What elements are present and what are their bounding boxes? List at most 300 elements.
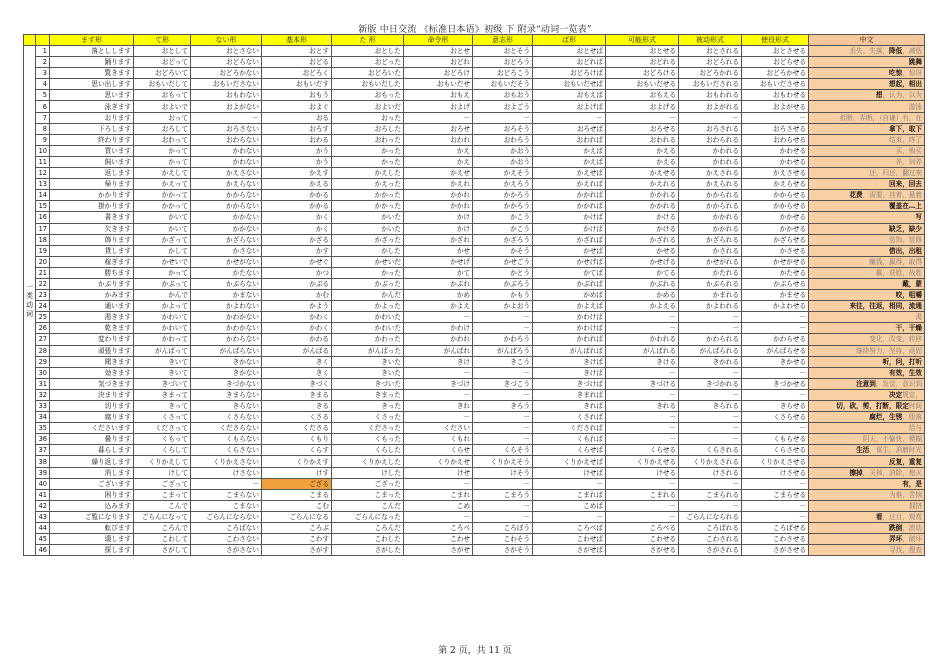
form-cell: おとせ xyxy=(404,46,473,57)
table-row xyxy=(24,401,925,412)
table-row xyxy=(24,134,925,145)
table-row xyxy=(24,245,925,256)
form-cell: 飼います xyxy=(50,156,134,167)
form-cell: かざらない xyxy=(191,234,262,245)
form-cell: 飾ります xyxy=(50,234,134,245)
verb-group-name: 一类 xyxy=(26,282,33,300)
row-number: 28 xyxy=(36,345,50,356)
form-cell: ころべ xyxy=(404,523,473,534)
form-cell: きけば xyxy=(533,356,606,367)
form-cell: かえせる xyxy=(606,168,679,179)
form-cell: かかない xyxy=(191,212,262,223)
form-cell: およがれる xyxy=(679,101,742,112)
form-cell: かかれ xyxy=(404,190,473,201)
row-number: 44 xyxy=(36,523,50,534)
form-cell: おって xyxy=(134,112,191,123)
chinese-meaning-suffix: 赚钱，赢得，取得 xyxy=(869,257,922,266)
form-cell: けせば xyxy=(533,467,606,478)
form-cell: かわいた xyxy=(332,323,404,334)
row-number: 42 xyxy=(36,500,50,511)
form-cell: おどろけ xyxy=(404,68,473,79)
chinese-meaning-suffix: 寻找，搜查 xyxy=(889,546,922,555)
form-cell: おろす xyxy=(262,123,332,134)
form-cell: おもえ xyxy=(404,90,473,101)
chinese-meaning-emphasis: 跌倒 xyxy=(889,524,903,533)
form-cell: くさらせる xyxy=(742,412,809,423)
form-cell: さがさない xyxy=(191,545,262,556)
form-cell: さがした xyxy=(332,545,404,556)
form-cell: かざろう xyxy=(473,234,533,245)
form-cell: － xyxy=(679,312,742,323)
form-cell: ころべる xyxy=(606,523,679,534)
verb-group-label xyxy=(24,46,36,556)
form-cell: がんばった xyxy=(332,345,404,356)
table-row xyxy=(24,190,925,201)
form-cell: かわれる xyxy=(679,156,742,167)
form-cell: およいで xyxy=(134,101,191,112)
form-cell: 転びます xyxy=(50,523,134,534)
form-cell: ころばれる xyxy=(679,523,742,534)
column-header: 使役形式 xyxy=(742,35,809,46)
chinese-meaning-suffix: 结束，终了 xyxy=(889,135,922,144)
form-cell: きづいた xyxy=(332,378,404,389)
form-cell: 落としします xyxy=(50,46,134,57)
form-cell: かえそう xyxy=(473,168,533,179)
row-number: 38 xyxy=(36,456,50,467)
form-cell: くりかえす xyxy=(262,456,332,467)
form-cell: おもいだせ xyxy=(404,79,473,90)
form-cell: － xyxy=(533,112,606,123)
form-cell: かさせる xyxy=(742,245,809,256)
form-cell: ころんだ xyxy=(332,523,404,534)
row-number: 10 xyxy=(36,145,50,156)
form-cell: こわされる xyxy=(679,534,742,545)
form-cell: かわらない xyxy=(191,334,262,345)
form-cell: かせがせる xyxy=(742,256,809,267)
form-cell: きる xyxy=(262,401,332,412)
table-row xyxy=(24,356,925,367)
chinese-meaning-suffix: 给与 xyxy=(908,424,922,433)
form-cell: くらそう xyxy=(473,445,533,456)
form-cell: くされば xyxy=(533,412,606,423)
form-cell: きって xyxy=(134,401,191,412)
form-cell: かえって xyxy=(134,179,191,190)
chinese-meaning-suffix: 还，归还，翻过来 xyxy=(869,169,922,178)
form-cell: かけ xyxy=(404,223,473,234)
form-cell: かえった xyxy=(332,179,404,190)
row-number: 41 xyxy=(36,489,50,500)
table-row xyxy=(24,145,925,156)
form-cell: おわらない xyxy=(191,134,262,145)
table-row xyxy=(24,478,925,489)
form-cell: かして xyxy=(134,245,191,256)
form-cell: かぶらせる xyxy=(742,278,809,289)
form-cell: おもいださせる xyxy=(742,79,809,90)
form-cell: － xyxy=(742,112,809,123)
chinese-meaning-cell xyxy=(809,68,925,79)
chinese-meaning-cell xyxy=(809,190,925,201)
chinese-meaning-prefix: 丢失、失落， xyxy=(849,47,890,56)
column-header: ます形 xyxy=(50,35,134,46)
table-row xyxy=(24,168,925,179)
form-cell: 壊します xyxy=(50,534,134,545)
form-cell: 繰り返します xyxy=(50,456,134,467)
form-cell: かみます xyxy=(50,290,134,301)
form-cell: くりかえさせる xyxy=(742,456,809,467)
row-number: 37 xyxy=(36,445,50,456)
chinese-meaning-emphasis: 吃惊 xyxy=(889,69,903,78)
chinese-meaning-cell xyxy=(809,46,925,57)
form-cell: こまる xyxy=(262,489,332,500)
form-cell: くさった xyxy=(332,412,404,423)
form-cell: かわって xyxy=(134,334,191,345)
form-cell: かよえる xyxy=(606,301,679,312)
form-cell: およげ xyxy=(404,101,473,112)
table-row xyxy=(24,123,925,134)
form-cell: 買います xyxy=(50,145,134,156)
table-row xyxy=(24,179,925,190)
form-cell: － xyxy=(742,478,809,489)
row-number: 15 xyxy=(36,201,50,212)
form-cell: かぶります xyxy=(50,278,134,289)
form-cell: かざって xyxy=(134,234,191,245)
form-cell: こめ xyxy=(404,500,473,511)
form-cell: おどろう xyxy=(473,57,533,68)
form-cell: きかせる xyxy=(742,356,809,367)
form-cell: － xyxy=(606,500,679,511)
form-cell: 込みます xyxy=(50,500,134,511)
form-cell: およぐ xyxy=(262,101,332,112)
form-cell: かよえ xyxy=(404,301,473,312)
chinese-meaning-cell xyxy=(809,345,925,356)
form-cell: かわれば xyxy=(533,334,606,345)
table-row xyxy=(24,57,925,68)
form-cell: かぶれ xyxy=(404,278,473,289)
form-cell: かかせる xyxy=(742,223,809,234)
form-cell: およいだ xyxy=(332,101,404,112)
form-cell: 勝ちます xyxy=(50,267,134,278)
form-cell: 終わります xyxy=(50,134,134,145)
form-cell: － xyxy=(742,500,809,511)
form-cell: かせげ xyxy=(404,256,473,267)
form-cell: かよえば xyxy=(533,301,606,312)
form-cell: くださった xyxy=(332,423,404,434)
form-cell: くらされる xyxy=(679,445,742,456)
row-number: 43 xyxy=(36,511,50,522)
form-cell: こまれば xyxy=(533,489,606,500)
form-cell: ごらんになられる xyxy=(679,511,742,522)
form-cell: おわろう xyxy=(473,134,533,145)
form-cell: 泳ぎます xyxy=(50,101,134,112)
form-cell: こまれる xyxy=(606,489,679,500)
form-cell: 思い出します xyxy=(50,79,134,90)
form-cell: くらせ xyxy=(404,445,473,456)
chinese-meaning-cell xyxy=(809,545,925,556)
form-cell: くださいます xyxy=(50,423,134,434)
row-number: 3 xyxy=(36,68,50,79)
form-cell: おろさせる xyxy=(742,123,809,134)
form-cell: きけ xyxy=(404,356,473,367)
form-cell: 帰ります xyxy=(50,179,134,190)
form-cell: － xyxy=(473,312,533,323)
form-cell: － xyxy=(742,423,809,434)
form-cell: おもって xyxy=(134,90,191,101)
form-cell: 探します xyxy=(50,545,134,556)
table-row xyxy=(24,467,925,478)
form-cell: くりかえした xyxy=(332,456,404,467)
form-cell: かよった xyxy=(332,301,404,312)
form-cell: かわかない xyxy=(191,323,262,334)
form-cell: － xyxy=(606,367,679,378)
form-cell: － xyxy=(473,511,533,522)
form-cell: かえられる xyxy=(679,179,742,190)
form-cell: かわかない xyxy=(191,312,262,323)
row-number: 1 xyxy=(36,46,50,57)
form-cell: 乾きます xyxy=(50,323,134,334)
form-cell: － xyxy=(473,423,533,434)
form-cell: くりかえせる xyxy=(606,456,679,467)
chinese-meaning-cell xyxy=(809,323,925,334)
form-cell: 渇きます xyxy=(50,312,134,323)
form-cell: おもいだした xyxy=(332,79,404,90)
form-cell: かかって xyxy=(134,190,191,201)
form-cell: おどろいて xyxy=(134,68,191,79)
form-cell: － xyxy=(473,434,533,445)
column-header: 命令形 xyxy=(404,35,473,46)
form-cell: － xyxy=(533,478,606,489)
chinese-meaning-cell xyxy=(809,434,925,445)
form-cell: けさせる xyxy=(742,467,809,478)
form-cell: － xyxy=(473,367,533,378)
form-cell: くだされば xyxy=(533,423,606,434)
form-cell: おどろく xyxy=(262,68,332,79)
form-cell: － xyxy=(404,389,473,400)
form-cell: きづかれる xyxy=(679,378,742,389)
form-cell: 頑張ります xyxy=(50,345,134,356)
form-cell: － xyxy=(191,478,262,489)
form-cell: かわけば xyxy=(533,312,606,323)
form-cell: かかろう xyxy=(473,190,533,201)
row-number: 30 xyxy=(36,367,50,378)
form-cell: おった xyxy=(332,112,404,123)
row-number: 17 xyxy=(36,223,50,234)
chinese-meaning-suffix: 拥挤 xyxy=(908,501,922,510)
form-cell: － xyxy=(679,423,742,434)
table-row xyxy=(24,423,925,434)
form-cell: かけば xyxy=(533,212,606,223)
form-cell: かぶれる xyxy=(606,278,679,289)
table-row xyxy=(24,278,925,289)
chinese-meaning-suffix: 变化，改变，转移 xyxy=(869,335,922,344)
form-cell: かえる xyxy=(606,156,679,167)
chinese-meaning-suffix: ，惊讶 xyxy=(902,69,922,78)
chinese-meaning-emphasis: 反复，重复 xyxy=(889,457,922,466)
row-number: 21 xyxy=(36,267,50,278)
form-cell: きいた xyxy=(332,356,404,367)
table-row xyxy=(24,456,925,467)
form-cell: かとう xyxy=(473,267,533,278)
form-cell: かかれば xyxy=(533,201,606,212)
form-cell: かけ xyxy=(404,212,473,223)
form-cell: 困ります xyxy=(50,489,134,500)
page-footer: 第 2 页，共 11 页 xyxy=(438,646,512,656)
form-cell: きった xyxy=(332,401,404,412)
form-cell: かざれば xyxy=(533,234,606,245)
form-cell: きいた xyxy=(332,367,404,378)
form-cell: がんばらせる xyxy=(742,345,809,356)
row-number: 26 xyxy=(36,323,50,334)
form-cell: おわれ xyxy=(404,134,473,145)
table-body xyxy=(24,35,925,556)
row-number: 33 xyxy=(36,401,50,412)
form-cell: かぶられる xyxy=(679,278,742,289)
form-cell: 返します xyxy=(50,168,134,179)
form-cell: こまれ xyxy=(404,489,473,500)
chinese-meaning-cell xyxy=(809,467,925,478)
form-cell: きれる xyxy=(606,401,679,412)
form-cell: おもいだせる xyxy=(606,79,679,90)
form-cell: くらせば xyxy=(533,445,606,456)
form-cell: きづこう xyxy=(473,378,533,389)
form-cell: がんばろう xyxy=(473,345,533,356)
row-number: 46 xyxy=(36,545,50,556)
form-cell: かった xyxy=(332,156,404,167)
header-row xyxy=(24,35,925,46)
form-cell: かたせる xyxy=(742,267,809,278)
form-cell: ころぼう xyxy=(473,523,533,534)
form-cell: － xyxy=(606,434,679,445)
form-cell: きづかない xyxy=(191,378,262,389)
form-cell: かえらない xyxy=(191,179,262,190)
chinese-meaning-cell xyxy=(809,223,925,234)
form-cell: かえして xyxy=(134,168,191,179)
form-cell: こんだ xyxy=(332,500,404,511)
row-number: 25 xyxy=(36,312,50,323)
chinese-meaning-cell xyxy=(809,212,925,223)
form-cell: ござった xyxy=(332,478,404,489)
form-cell: かって xyxy=(134,145,191,156)
form-cell: ころべば xyxy=(533,523,606,534)
form-cell: かく xyxy=(262,212,332,223)
form-cell: － xyxy=(473,478,533,489)
chinese-meaning-emphasis: 擦掉 xyxy=(849,468,863,477)
form-cell: およごう xyxy=(473,101,533,112)
form-cell: くりかえそう xyxy=(473,456,533,467)
chinese-meaning-cell xyxy=(809,489,925,500)
form-cell: 切ります xyxy=(50,401,134,412)
row-number: 29 xyxy=(36,356,50,367)
form-cell: おろそう xyxy=(473,123,533,134)
form-cell: およげる xyxy=(606,101,679,112)
form-cell: くらす xyxy=(262,445,332,456)
form-cell: かせげば xyxy=(533,256,606,267)
row-number: 32 xyxy=(36,389,50,400)
chinese-meaning-cell xyxy=(809,456,925,467)
table-row xyxy=(24,301,925,312)
form-cell: おわらせる xyxy=(742,134,809,145)
form-cell: こわした xyxy=(332,534,404,545)
form-cell: くもれ xyxy=(404,434,473,445)
form-cell: おとさない xyxy=(191,46,262,57)
chinese-meaning-cell xyxy=(809,134,925,145)
form-cell: 気づきます xyxy=(50,378,134,389)
form-cell: きく xyxy=(262,356,332,367)
form-cell: おる xyxy=(262,112,332,123)
chinese-meaning-cell xyxy=(809,101,925,112)
form-cell: かからせる xyxy=(742,190,809,201)
form-cell: かぶらない xyxy=(191,278,262,289)
form-cell: かかられる xyxy=(679,190,742,201)
form-cell: きづいて xyxy=(134,378,191,389)
chinese-meaning-emphasis: 花费 xyxy=(849,191,863,200)
form-cell: くりかえせば xyxy=(533,456,606,467)
form-cell: きまれば xyxy=(533,389,606,400)
form-cell: かせ xyxy=(404,245,473,256)
form-cell: けせ xyxy=(404,467,473,478)
chinese-meaning-emphasis: 弄坏 xyxy=(889,535,903,544)
chinese-meaning-emphasis: 有，是 xyxy=(902,479,922,488)
form-cell: くさらない xyxy=(191,412,262,423)
form-cell: かいた xyxy=(332,212,404,223)
form-cell: こわさせる xyxy=(742,534,809,545)
form-cell: おろして xyxy=(134,123,191,134)
form-cell: こわせる xyxy=(606,534,679,545)
form-cell: かさない xyxy=(191,245,262,256)
form-cell: かよわれる xyxy=(679,301,742,312)
form-cell: かかれる xyxy=(679,223,742,234)
form-cell: がんばる xyxy=(262,345,332,356)
chinese-meaning-cell xyxy=(809,112,925,123)
chinese-meaning-emphasis: 生活 xyxy=(856,446,870,455)
form-cell: おもえる xyxy=(606,90,679,101)
form-cell: かて xyxy=(404,267,473,278)
form-cell: かえさない xyxy=(191,168,262,179)
chinese-meaning-emphasis: 降低 xyxy=(889,47,903,56)
table-row xyxy=(24,434,925,445)
page-title: 新版 中日交流 《标准日本语》初级 下 附录“动词一览表” xyxy=(358,25,592,35)
header-blank-group xyxy=(24,35,36,46)
form-cell: くりかえされる xyxy=(679,456,742,467)
form-cell: 決まります xyxy=(50,389,134,400)
form-cell: かわる xyxy=(262,334,332,345)
form-cell: かかった xyxy=(332,201,404,212)
form-cell: おどられる xyxy=(679,57,742,68)
form-cell: 欠きます xyxy=(50,223,134,234)
form-cell: けされる xyxy=(679,467,742,478)
form-cell: おとした xyxy=(332,46,404,57)
form-cell: かかれば xyxy=(533,190,606,201)
form-cell: こわせば xyxy=(533,534,606,545)
form-cell: － xyxy=(679,112,742,123)
chinese-meaning-suffix: ，谋生，消磨时光 xyxy=(869,446,922,455)
form-cell: かせぐ xyxy=(262,256,332,267)
chinese-meaning-cell xyxy=(809,79,925,90)
form-cell: かえせ xyxy=(404,168,473,179)
chinese-meaning-emphasis: 切，砍，剪，打断，限定 xyxy=(836,402,909,411)
column-header: た 形 xyxy=(332,35,404,46)
row-number: 45 xyxy=(36,534,50,545)
chinese-meaning-emphasis: 听，问，打听 xyxy=(882,357,922,366)
form-cell: さがせば xyxy=(533,545,606,556)
chinese-meaning-cell xyxy=(809,179,925,190)
form-cell: かぶって xyxy=(134,278,191,289)
form-cell: おとされる xyxy=(679,46,742,57)
form-cell: かせごう xyxy=(473,256,533,267)
form-cell: おろさない xyxy=(191,123,262,134)
form-cell: － xyxy=(473,500,533,511)
form-cell: おわれる xyxy=(606,134,679,145)
form-cell: かかれる xyxy=(606,190,679,201)
